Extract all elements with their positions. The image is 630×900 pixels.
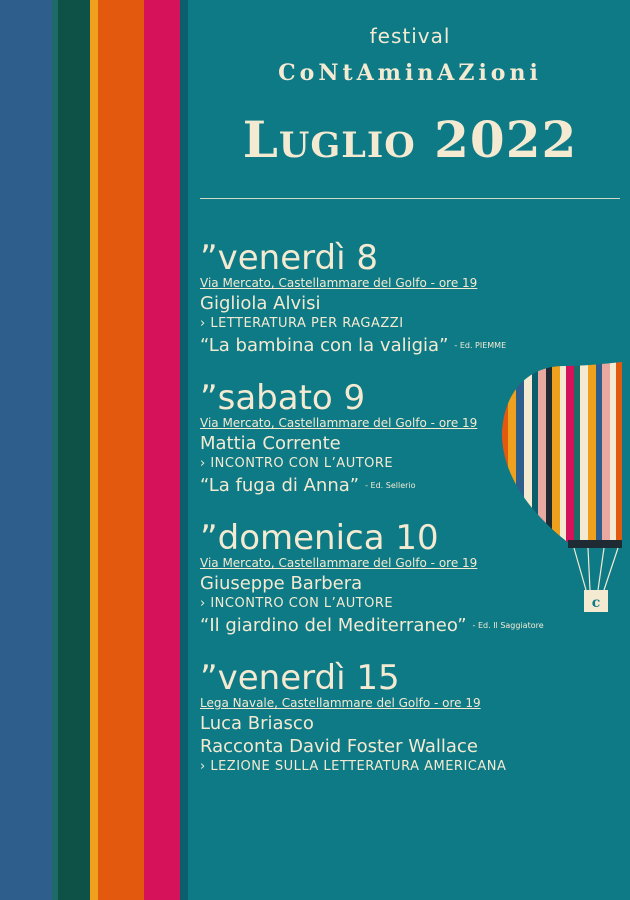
event-day: ”venerdì 8 bbox=[200, 238, 378, 278]
event-category: › INCONTRO CON L’AUTORE bbox=[200, 456, 394, 471]
hot-air-balloon-illustration bbox=[498, 362, 630, 614]
event-speaker: Mattia Corrente bbox=[200, 433, 341, 454]
event-day: ”domenica 10 bbox=[200, 518, 439, 558]
event-speaker: Gigliola Alvisi bbox=[200, 293, 321, 314]
event-category: › LETTERATURA PER RAGAZZI bbox=[200, 316, 404, 331]
event-book-title bbox=[200, 613, 620, 639]
stripe-yellow bbox=[90, 0, 98, 900]
balloon-ropes bbox=[574, 548, 618, 590]
header-divider bbox=[200, 198, 620, 199]
balloon-envelope bbox=[498, 362, 624, 552]
event-speaker: Luca Briasco bbox=[200, 713, 314, 734]
event-4 bbox=[200, 660, 620, 776]
book-title-text: “La fuga di Anna” bbox=[200, 475, 360, 496]
stripe-dark-green bbox=[58, 0, 90, 900]
event-speaker-subtitle: Racconta David Foster Wallace bbox=[200, 736, 478, 757]
stripe-pink bbox=[144, 0, 180, 900]
event-category: › INCONTRO CON L’AUTORE bbox=[200, 596, 394, 611]
event-book-title bbox=[200, 333, 620, 359]
stripe-teal bbox=[180, 0, 188, 900]
basket-logo-letter: c bbox=[591, 595, 601, 611]
stripe-orange bbox=[98, 0, 144, 900]
book-title-text: “Il giardino del Mediterraneo” bbox=[200, 615, 467, 636]
event-location: Via Mercato, Castellammare del Golfo - ore 19 bbox=[200, 416, 478, 430]
event-category: › LEZIONE SULLA LETTERATURA AMERICANA bbox=[200, 759, 507, 774]
book-edition: - Ed. Sellerio bbox=[365, 481, 416, 490]
color-stripes bbox=[0, 0, 188, 900]
event-location: Lega Navale, Castellammare del Golfo - ore 19 bbox=[200, 696, 481, 710]
festival-label: festival bbox=[369, 24, 451, 48]
event-day: ”sabato 9 bbox=[200, 378, 366, 418]
book-edition: - Ed. Il Saggiatore bbox=[472, 621, 544, 630]
book-edition: - Ed. PIEMME bbox=[454, 341, 507, 350]
month-title: Luglio 2022 bbox=[242, 110, 578, 169]
balloon-skirt bbox=[568, 540, 622, 548]
stripe-blue bbox=[0, 0, 52, 900]
festival-brand-name: CoNtAminAZioni bbox=[278, 60, 542, 86]
event-1 bbox=[200, 240, 620, 359]
event-location: Via Mercato, Castellammare del Golfo - ore 19 bbox=[200, 556, 478, 570]
event-speaker: Giuseppe Barbera bbox=[200, 573, 363, 594]
event-day: ”venerdì 15 bbox=[200, 658, 400, 698]
event-location: Via Mercato, Castellammare del Golfo - ore 19 bbox=[200, 276, 478, 290]
book-title-text: “La bambina con la valigia” bbox=[200, 335, 449, 356]
